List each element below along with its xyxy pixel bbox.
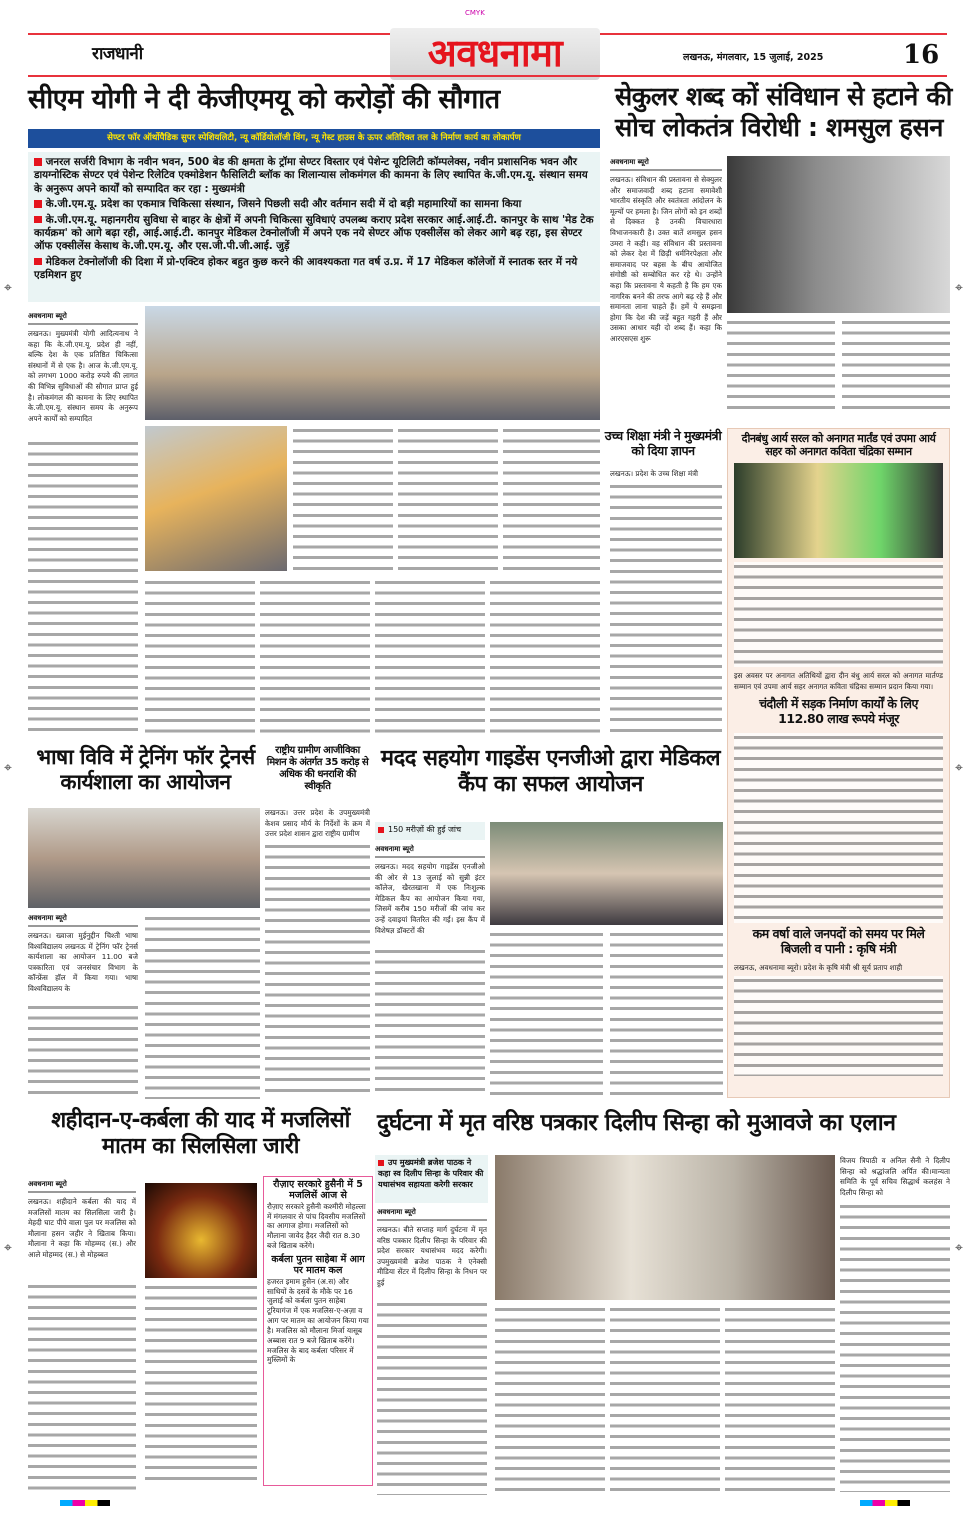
dileep-headline: दुर्घटना में मृत वरिष्ठ पत्रकार दिलीप सिन्हा को मुआवजे का एलान <box>377 1110 896 1136</box>
deenbandhu-headline: दीनबंधु आर्य सरल को अनागत मार्तंड एवं उपमा आर्य सहर को अनागत कविता चंद्रिका सम्मान <box>741 432 936 459</box>
section-label: राजधानी <box>92 44 143 64</box>
kgmu-bullets <box>28 152 600 302</box>
dileep-photo <box>495 1155 835 1300</box>
registration-mark-icon: ⌖ <box>955 1240 963 1256</box>
karbala-lead: लखनऊ। शहीदाने कर्बला की याद में मजलिसों मातम का सिलसिला जारी है। मेहदी घाट पीपे वाला पुल पर मजलिस को मौलाना हसन जहीर ने खिताब किया। मौलाना ने कहा कि मोहम्मद (स.) और आले मोहम्मद (स.) से मोहब्बत <box>28 1197 136 1259</box>
madad-photo <box>490 822 723 925</box>
kgmu-lead: लखनऊ। मुख्यमंत्री योगी आदित्यनाथ ने कहा कि के.जी.एम.यू. प्रदेश ही नहीं, बल्कि देश के एक प्रतिष्ठित चिकित्सा संस्थानों में से एक है। आज के.जी.एम.यू. को लगभग 1000 करोड़ रुपये की लागत की विभिन्न सुविधाओं की सौगात प्राप्त हुई है। लोकमंगल की कामना के लिए स्थापित के.जी.एम.यू. संस्थान समय के अनुरूप अपने कार्यों को सम्पादित <box>28 329 138 423</box>
karbala-headline: शहीदान-ए-कर्बला की याद में मजलिसों मातम का सिलसिला जारी <box>51 1108 350 1160</box>
bhasha-lead: लखनऊ। ख्वाजा मुईनुद्दीन चिश्ती भाषा विश्वविद्यालय लखनऊ में ट्रेनिंग फॉर ट्रेनर्स कार्यशाला का आयोजन 11.00 बजे पत्रकारिता एवं जनसंचार विभाग के कॉन्फ्रेंस हॉल में किया गया। भाषा विश्वविद्यालय के <box>28 931 138 993</box>
madad-headline: मदद सहयोग गाइडेंस एनजीओ द्वारा मेडिकल कैंप का सफल आयोजन <box>380 746 721 798</box>
right-box <box>727 428 950 1098</box>
registration-mark-icon: ⌖ <box>4 760 12 776</box>
kgmu-byline: अवधनामा ब्यूरो <box>28 312 138 325</box>
bhasha-photo <box>28 808 260 908</box>
dileep-lead: लखनऊ। बीते सप्ताह मार्ग दुर्घटना में मृत वरिष्ठ पत्रकार दिलीप सिन्हा के परिवार की प्रदेश सरकार यथासंभव मदद करेगी। उपमुख्यमंत्री ब्रजेश पाठक ने एनेक्सी मीडिया सेंटर में दिलीप सिन्हा के निधन पर हुई <box>377 1225 487 1287</box>
colour-bar <box>860 1500 910 1506</box>
kgmu-photo-stage <box>145 306 600 420</box>
karbala-byline: अवधनामा ब्यूरो <box>28 1180 136 1193</box>
registration-mark-icon: ⌖ <box>4 1240 12 1256</box>
madad-byline: अवधनामा ब्यूरो <box>375 845 485 858</box>
logo <box>390 28 600 80</box>
karbala-box-title: कर्बला पुतन साहेबा में आग पर मातम कल <box>271 1253 365 1277</box>
kgmu-strap: सेण्टर फॉर ऑर्थोपैडिक सुपर स्पेशियलिटी, न्यू कॉर्डियोलॉजी विंग, न्यू गेस्ट हाउस के ऊपर अतिरिक्त तल के निर्माण कार्य का लोकार्पण <box>28 129 600 148</box>
kgmu-headline: सीएम योगी ने दी केजीएमयू को करोड़ों की सौगात <box>28 84 500 115</box>
karbala-box-text: हजरत इमाम हुसैन (अ.स) और साथियों के दसवें के मौके पर 16 जुलाई को कर्बला पुतन साहेबा टूरियागंज में एक मजलिस-ए-अज़ा व आग पर मातम का आयोजन किया गया है। मजलिस को मौलाना मिर्जा यासूब अब्बास रात 9 बजे खिताब करेंगे। मजलिस के बाद कर्बला परिसर में मुस्लिमों के <box>267 1276 369 1365</box>
kgmu-bullet: के.जी.एम.यू. महानगरीय सुविधा से बाहर के क्षेत्रों में अपनी चिकित्सा सुविधाएं उपलब्ध कराए प्रदेश सरकार आई.आई.टी. कानपुर के साथ 'मेड टेक कार्यक्रम' को आगे बढ़ा रही, आई.आई.टी. कानपुर मेडिकल टेक्नोलॉजी में अपने एक नये सेण्टर ऑफ एक्सीलेंस को लेकर आगे बढ़ रहा, इस सेण्टर ऑफ एक्सीलेंस केसाथ के.जी.एम.यू. और एस.जी.पी.जी.आई. जुड़ें <box>34 213 594 253</box>
higher-edu-lead: लखनऊ। प्रदेश के उच्च शिक्षा मंत्री <box>610 469 698 478</box>
dileep-byline: अवधनामा ब्यूरो <box>377 1208 487 1221</box>
dileep-side: विजय त्रिपाठी व अनिल सैनी ने दिलीप सिन्हा को श्रद्धांजलि अर्पित की।मान्यता समिति के पूर्व सचिव सिद्धार्थ कलहंस ने दिलीप सिन्हा को <box>840 1156 950 1197</box>
page-number: 16 <box>903 40 940 70</box>
higher-edu-headline: उच्च शिक्षा मंत्री ने मुख्यमंत्री को दिया ज्ञापन <box>604 428 722 458</box>
krishi-headline: कम वर्षा वाले जनपदों को समय पर मिले बिजली व पानी : कृषि मंत्री <box>752 926 925 956</box>
dileep-bullet: उप मुख्यमंत्री ब्रजेश पाठक ने कहा स्व दिलीप सिन्हा के परिवार की यथासंभव सहायता करेगी सरकार <box>375 1155 488 1203</box>
deenbandhu-tail: इस अवसर पर अनागत अतिथियों द्वारा दीन बंधु आर्य सरल को अनागत मार्तण्ड सम्मान एवं उपमा आर्य सहर अनागत कविता चंद्रिका सम्मान प्रदान किया गया। <box>734 671 943 691</box>
kgmu-bullet: जनरल सर्जरी विभाग के नवीन भवन, 500 बेड की क्षमता के ट्रॉमा सेण्टर विस्तार एवं पेशेन्ट यूटिलिटी कॉम्पलेक्स, नवीन प्रशासनिक भवन और डायग्नोस्टिक सेण्टर एवं पेशेन्ट रिलेटिव एक्मोडेशन फैसिलिटी ब्लॉक का शिलान्यास लोकमंगल की कामना के लिए स्थापित के.जी.एम.यू. संस्थान समय के अनुरूप अपने कार्यों को सम्पादित कर रहा : मुख्यमंत्री <box>34 156 588 195</box>
shamsul-headline: सेकुलर शब्द कों संविधान से हटाने की सोच लोकतंत्र विरोधी : शमसुल हसन <box>615 82 952 143</box>
gramin-lead: लखनऊ। उत्तर प्रदेश के उपमुख्यमंत्री केशव प्रसाद मौर्य के निर्देशों के क्रम में उत्तर प्रदेश शासन द्वारा राष्ट्रीय ग्रामीण <box>265 808 370 839</box>
karbala-box-title: रौज़ाए सरकारे हुसैनी में 5 मजलिसें आज से <box>273 1179 363 1202</box>
cmyk-mark: CMYK <box>465 9 485 17</box>
colour-bar <box>60 1500 110 1506</box>
logo-text: अवधनामा <box>427 31 563 75</box>
bhasha-byline: अवधनामा ब्यूरो <box>28 914 138 927</box>
chandauli-headline: चंदौली में सड़क निर्माण कार्यों के लिए 112.80 लाख रूपये मंजूर <box>759 696 918 726</box>
issue-date: लखनऊ, मंगलवार, 15 जुलाई, 2025 <box>683 52 824 63</box>
madad-lead: लखनऊ। मदद सहयोग गाइडेंस एनजीओ की ओर से 13 जुलाई को सुन्नी इंटर कॉलेज, खैरतखाना में एक निःशुल्क मेडिकल कैंप का आयोजन किया गया, जिसमें करीब 150 मरीजों की जांच कर उन्हें दवाइयां वितरित की गईं। इस कैंप में विशेषज्ञ डॉक्टरों की <box>375 862 485 935</box>
karbala-box-text: रौज़ाए सरकारे हुसैनी कश्मीरी मोहल्ला में मंगलवार से पांच दिवसीय मजलिसों का आगाज होगा। मजलिसों को मौलाना जावेद हैदर जैदी रात 8.30 बजे खिताब करेंगे। <box>267 1201 366 1251</box>
registration-mark-icon: ⌖ <box>955 280 963 296</box>
krishi-lead: लखनऊ, अवधनामा ब्यूरो। प्रदेश के कृषि मंत्री श्री सूर्य प्रताप शाही <box>734 963 903 972</box>
shamsul-lead: लखनऊ। संविधान की प्रस्तावना से सेक्युलर और समाजवादी शब्द हटाना समावेशी भारतीय संस्कृति और स्वतंत्रता आंदोलन के मूल्यों पर हमला है। जिन लोगों को इन शब्दों से दिक्कत है उनकी विचारधारा विभाजनकारी है। उक्त बातें शमसुल हसन उमरा ने कही। वह संविधान की प्रस्तावना को लेकर देश में छिड़ी धर्मनिरपेक्षता और समाजवाद पर बहस के बीच आयोजित संगोष्ठी को सम्बोधित कर रहे थे। उन्होंने कहा कि प्रस्तावना ये कहती है कि हम एक नागरिक बनने की तरफ आगे बढ़ रहे हैं और समानता लाना चाहते हैं। हमें ये समझना होगा कि देश की जड़ें बहुत गहरी हैं और उसका आधार यही दो शब्द हैं। कहा कि आरएसएस शुरू <box>610 175 722 343</box>
kgmu-bullet: के.जी.एम.यू. प्रदेश का एकमात्र चिकित्सा संस्थान, जिसने पिछली सदी और वर्तमान सदी में दो बड़ी महामारियों का सामना किया <box>34 198 594 211</box>
gramin-headline: राष्ट्रीय ग्रामीण आजीविका मिशन के अंतर्गत 35 करोड़ से अधिक की धनराशि की स्वीकृति <box>266 745 369 792</box>
shamsul-photo <box>727 156 950 313</box>
registration-mark-icon: ⌖ <box>4 280 12 296</box>
shamsul-byline: अवधनामा ब्यूरो <box>610 158 722 171</box>
karbala-photo <box>145 1183 257 1278</box>
kgmu-photo-cm <box>145 426 287 571</box>
kgmu-bullet: मेडिकल टेक्नोलॉजी की दिशा में प्रो-एक्टिव होकर बहुत कुछ करने की आवश्यकता गत वर्ष उ.प्र. में 17 मेडिकल कॉलेजों में स्नातक स्तर में नये एडमिशन हुए <box>34 255 578 281</box>
madad-bullet: 150 मरीज़ों की हुई जांच <box>375 822 485 840</box>
bhasha-headline: भाषा विवि में ट्रेनिंग फॉर ट्रेनर्स कार्यशाला का आयोजन <box>36 745 255 795</box>
deenbandhu-photo <box>734 463 943 558</box>
registration-mark-icon: ⌖ <box>955 760 963 776</box>
karbala-box <box>263 1176 373 1486</box>
